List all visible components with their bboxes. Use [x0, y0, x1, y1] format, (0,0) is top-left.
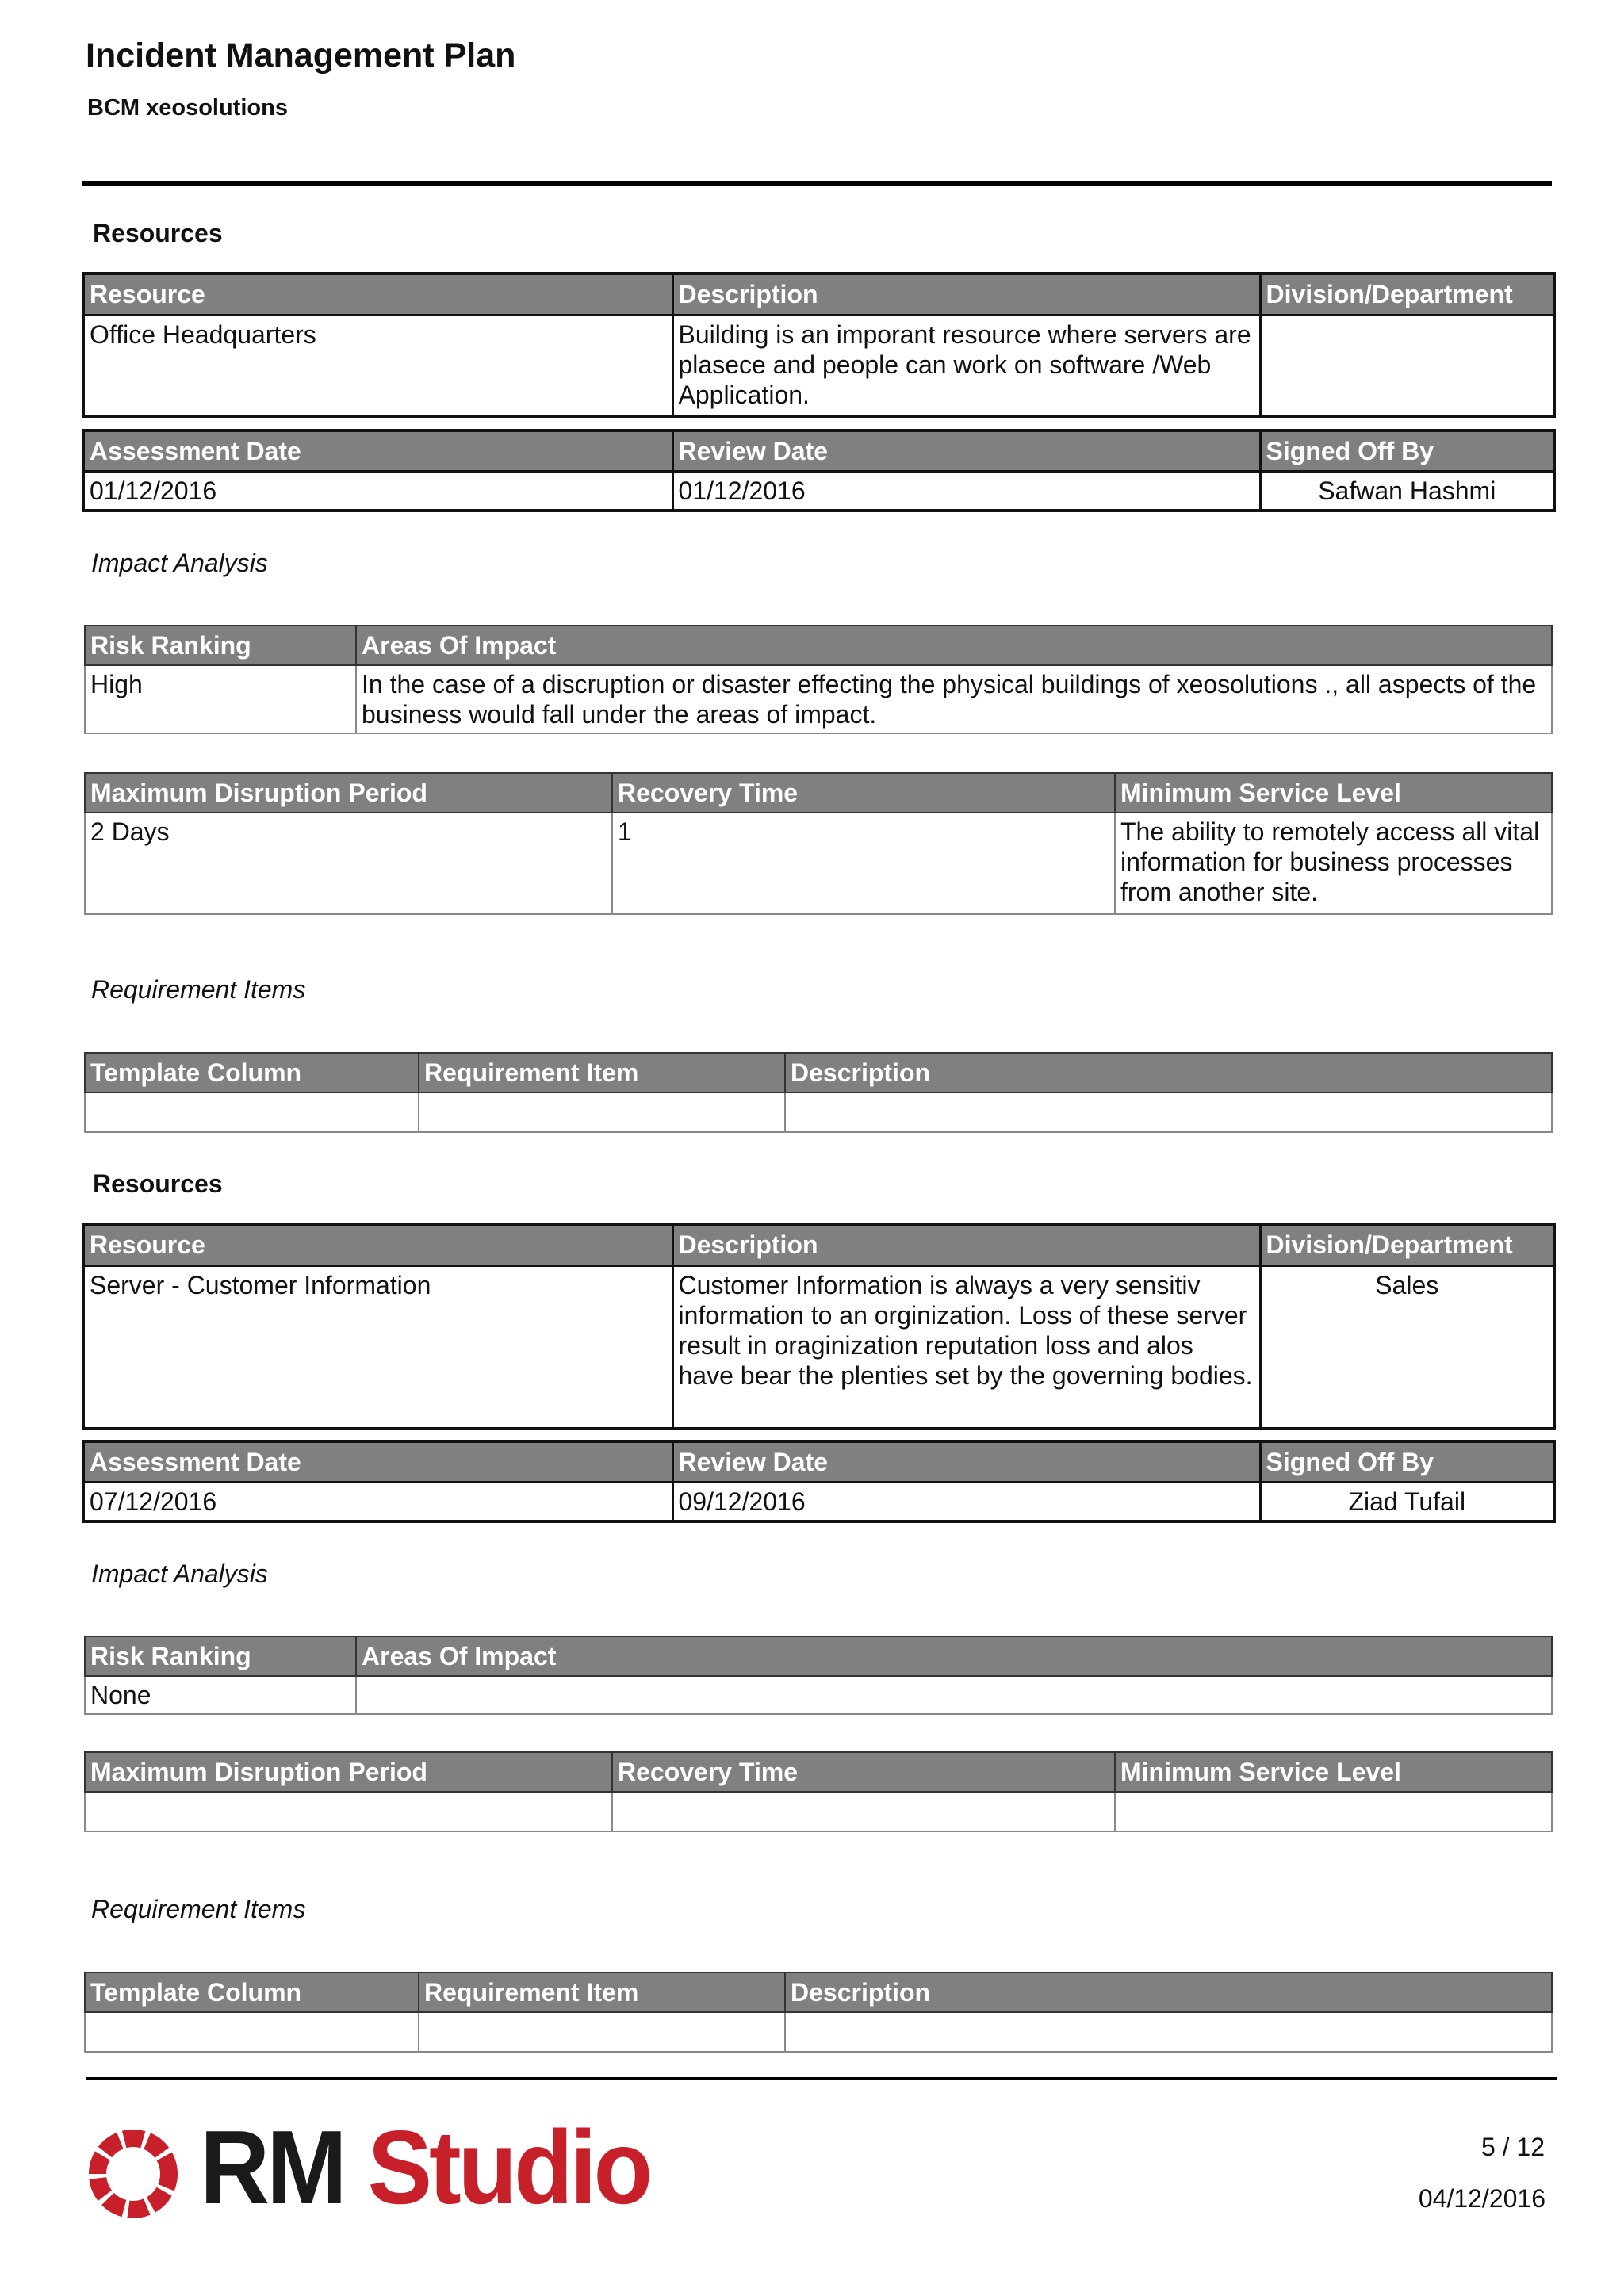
- recovery-time-cell: [612, 1792, 1115, 1831]
- description-header: Description: [672, 274, 1260, 315]
- header-divider: [82, 181, 1552, 186]
- disruption-table: [84, 1751, 1553, 1832]
- description-cell: Customer Information is always a very sensitiv information to an orginization. Loss of these server result in oraginization reputation loss and alos have bear the plenties set by the governing bodies.: [672, 1265, 1260, 1429]
- assessment-table: [82, 1440, 1556, 1523]
- resource-table: [82, 1223, 1556, 1430]
- min-service-level-cell: [1115, 1792, 1552, 1831]
- impact-analysis-title: Impact Analysis: [91, 549, 268, 577]
- resource-cell: Server - Customer Information: [83, 1265, 672, 1429]
- review-date-cell: 01/12/2016: [672, 472, 1260, 511]
- signed-off-cell: Safwan Hashmi: [1260, 472, 1554, 511]
- assessment-date-header: Assessment Date: [83, 1441, 672, 1483]
- requirement-item-cell: [419, 2012, 785, 2052]
- signed-off-cell: Ziad Tufail: [1260, 1483, 1554, 1522]
- resource-row: [83, 1265, 1554, 1429]
- recovery-time-cell: 1: [612, 813, 1115, 914]
- resource-header-row: [83, 274, 1554, 315]
- max-disruption-cell: [85, 1792, 612, 1831]
- requirement-header-row: [85, 1053, 1552, 1093]
- risk-table: [84, 625, 1553, 734]
- division-header: Division/Department: [1260, 274, 1554, 315]
- signed-off-header: Signed Off By: [1260, 1441, 1554, 1483]
- division-header: Division/Department: [1260, 1224, 1554, 1265]
- requirement-description-cell: [785, 2012, 1552, 2052]
- risk-ranking-cell: None: [85, 1676, 356, 1714]
- requirement-item-cell: [419, 1093, 785, 1132]
- requirement-header-row: [85, 1973, 1552, 2012]
- requirement-row: [85, 1093, 1552, 1132]
- risk-row: [85, 665, 1552, 733]
- areas-of-impact-header: Areas Of Impact: [356, 626, 1552, 665]
- risk-header-row: [85, 1636, 1552, 1676]
- max-disruption-cell: 2 Days: [85, 813, 612, 914]
- review-date-header: Review Date: [672, 1441, 1260, 1483]
- division-cell: Sales: [1260, 1265, 1554, 1429]
- template-column-header: Template Column: [85, 1973, 419, 2012]
- assessment-table: [82, 429, 1556, 512]
- disruption-table: [84, 772, 1553, 915]
- review-date-cell: 09/12/2016: [672, 1483, 1260, 1522]
- requirement-description-header: Description: [785, 1053, 1552, 1093]
- assessment-date-header: Assessment Date: [83, 430, 672, 472]
- signed-off-header: Signed Off By: [1260, 430, 1554, 472]
- risk-table: [84, 1636, 1553, 1715]
- risk-header-row: [85, 626, 1552, 665]
- resource-row: [83, 315, 1554, 416]
- footer-date: 04/12/2016: [1418, 2184, 1545, 2213]
- review-date-header: Review Date: [672, 430, 1260, 472]
- risk-ranking-cell: High: [85, 665, 356, 733]
- requirement-description-cell: [785, 1093, 1552, 1132]
- assessment-header-row: [83, 1441, 1554, 1483]
- risk-ranking-header: Risk Ranking: [85, 1636, 356, 1676]
- description-header: Description: [672, 1224, 1260, 1265]
- resource-cell: Office Headquarters: [83, 315, 672, 416]
- min-service-level-header: Minimum Service Level: [1115, 773, 1552, 813]
- requirement-item-header: Requirement Item: [419, 1973, 785, 2012]
- disruption-row: [85, 1792, 1552, 1831]
- requirement-items-title: Requirement Items: [91, 1895, 306, 1923]
- impact-analysis-title: Impact Analysis: [91, 1559, 268, 1588]
- page-number: 5 / 12: [1480, 2133, 1545, 2161]
- document-title: Incident Management Plan: [86, 36, 516, 75]
- min-service-level-cell: The ability to remotely access all vital information for business processes from another site.: [1115, 813, 1552, 914]
- division-cell: [1260, 315, 1554, 416]
- disruption-row: [85, 813, 1552, 914]
- assessment-date-cell: 01/12/2016: [83, 472, 672, 511]
- template-column-header: Template Column: [85, 1053, 419, 1093]
- resource-header: Resource: [83, 1224, 672, 1265]
- requirement-table: [84, 1052, 1553, 1133]
- template-column-cell: [85, 2012, 419, 2052]
- assessment-header-row: [83, 430, 1554, 472]
- description-cell: Building is an imporant resource where servers are plasece and people can work on software /Web Application.: [672, 315, 1260, 416]
- min-service-level-header: Minimum Service Level: [1115, 1752, 1552, 1792]
- areas-of-impact-header: Areas Of Impact: [356, 1636, 1552, 1676]
- max-disruption-header: Maximum Disruption Period: [85, 1752, 612, 1792]
- gear-ring-icon: [84, 2125, 182, 2223]
- rm-studio-logo: [84, 2109, 650, 2229]
- recovery-time-header: Recovery Time: [612, 1752, 1115, 1792]
- requirement-row: [85, 2012, 1552, 2052]
- disruption-header-row: [85, 773, 1552, 813]
- max-disruption-header: Maximum Disruption Period: [85, 773, 612, 813]
- logo-rm-text: RM: [200, 2109, 344, 2226]
- requirement-item-header: Requirement Item: [419, 1053, 785, 1093]
- assessment-row: [83, 472, 1554, 511]
- footer-divider: [86, 2077, 1557, 2080]
- requirement-items-title: Requirement Items: [91, 975, 306, 1004]
- requirement-description-header: Description: [785, 1973, 1552, 2012]
- areas-of-impact-cell: [356, 1676, 1552, 1714]
- areas-of-impact-cell: In the case of a discruption or disaster effecting the physical buildings of xeosolutions ., all aspects of the business would fall under the areas of impact.: [356, 665, 1552, 733]
- resource-header: Resource: [83, 274, 672, 315]
- requirement-table: [84, 1972, 1553, 2053]
- document-subtitle: BCM xeosolutions: [87, 95, 288, 121]
- disruption-header-row: [85, 1752, 1552, 1792]
- assessment-row: [83, 1483, 1554, 1522]
- risk-row: [85, 1676, 1552, 1714]
- logo-studio-text: Studio: [367, 2109, 650, 2226]
- resources-heading: Resources: [93, 1169, 223, 1198]
- template-column-cell: [85, 1093, 419, 1132]
- resource-header-row: [83, 1224, 1554, 1265]
- resource-table: [82, 272, 1556, 418]
- recovery-time-header: Recovery Time: [612, 773, 1115, 813]
- risk-ranking-header: Risk Ranking: [85, 626, 356, 665]
- assessment-date-cell: 07/12/2016: [83, 1483, 672, 1522]
- resources-heading: Resources: [93, 219, 223, 247]
